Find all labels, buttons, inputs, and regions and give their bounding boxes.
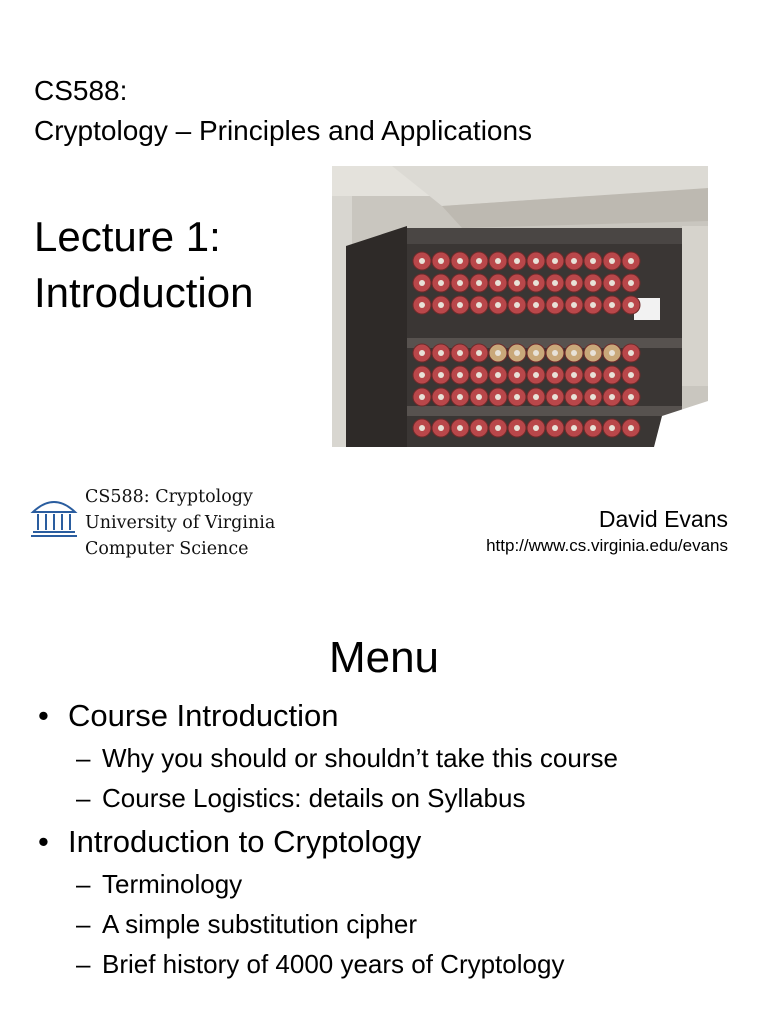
author-name: David Evans [598, 506, 728, 532]
sub-bullet-text: Course Logistics: details on Syllabus [102, 783, 526, 813]
sub-bullet-text: Why you should or shouldn’t take this course [102, 743, 618, 773]
footer-university: University of Virginia [85, 513, 276, 533]
sub-bullet [76, 782, 525, 814]
sub-bullet-text: Brief history of 4000 years of Cryptology [102, 949, 565, 979]
bullet-introduction-to-cryptology [38, 824, 421, 860]
bullet-icon: • [38, 824, 49, 859]
footer-course: CS588: Cryptology [85, 487, 253, 507]
sub-bullet-text: A simple substitution cipher [102, 909, 418, 939]
bullet-icon: • [38, 698, 49, 733]
sub-bullet [76, 948, 564, 980]
footer-department: Computer Science [85, 539, 249, 559]
dash-icon: – [76, 869, 91, 899]
menu-slide [0, 590, 768, 1024]
menu-title: Menu [328, 633, 440, 682]
lecture-number: Lecture 1: [34, 213, 221, 260]
bullet-text: Introduction to Cryptology [68, 824, 422, 859]
sub-bullet [76, 908, 417, 940]
dash-icon: – [76, 949, 91, 979]
bullet-course-introduction [38, 698, 339, 734]
author-url: http://www.cs.virginia.edu/evans [486, 536, 728, 555]
course-title: Cryptology – Principles and Applications [34, 115, 533, 146]
course-code: CS588: [34, 75, 128, 106]
dash-icon: – [76, 909, 91, 939]
rotunda-logo-icon [30, 490, 78, 538]
sub-bullet [76, 868, 242, 900]
dash-icon: – [76, 783, 91, 813]
bombe-machine-photo [332, 166, 708, 447]
sub-bullet-text: Terminology [102, 869, 243, 899]
bullet-text: Course Introduction [68, 698, 339, 733]
dash-icon: – [76, 743, 91, 773]
sub-bullet [76, 742, 618, 774]
lecture-title: Introduction [34, 269, 254, 316]
